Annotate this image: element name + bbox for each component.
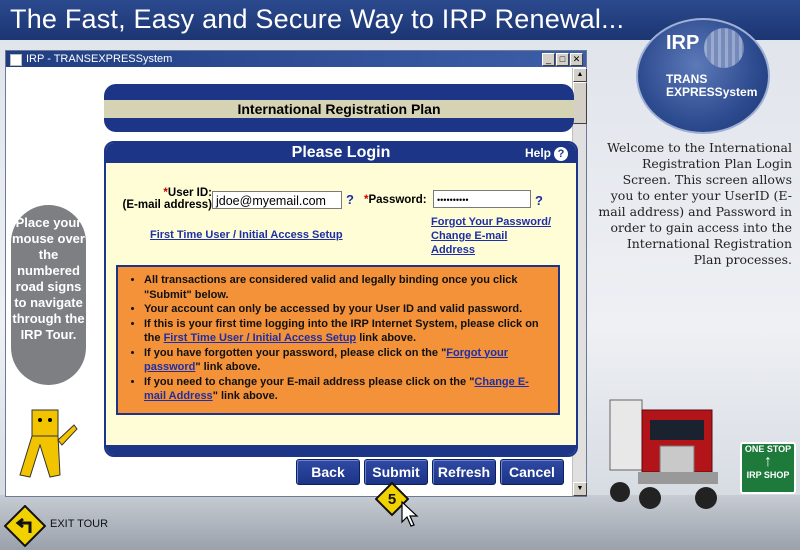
scroll-down-arrow-icon[interactable]: ▼ bbox=[573, 482, 587, 496]
onestop-line2: IRP SHOP bbox=[746, 470, 790, 480]
notice-list bbox=[130, 273, 548, 404]
onestop-line1: ONE STOP bbox=[744, 444, 792, 454]
logo-line2: EXPRESSystem bbox=[666, 85, 758, 99]
notice-item: • All transactions are considered valid and legally binding once you click "Submit" below. bbox=[144, 273, 548, 302]
login-title: Please Login bbox=[291, 144, 391, 161]
userid-sublabel: (E-mail address) bbox=[122, 199, 212, 211]
back-button[interactable]: Back bbox=[296, 459, 360, 485]
maximize-button[interactable]: □ bbox=[556, 53, 569, 66]
password-help-icon[interactable]: ? bbox=[535, 193, 543, 208]
exit-tour-label[interactable]: EXIT TOUR bbox=[50, 518, 109, 530]
userid-label: *User ID: (E-mail address) bbox=[122, 187, 212, 211]
exit-tour-sign-icon[interactable] bbox=[4, 505, 46, 547]
logo-irp-text: IRP bbox=[666, 32, 700, 54]
userid-input[interactable]: jdoe@myemail.com bbox=[212, 191, 342, 209]
notice-item: • If you have forgotten your password, please click on the "Forgot your password" link above. bbox=[144, 346, 548, 375]
truck-icon bbox=[590, 380, 740, 520]
help-button[interactable] bbox=[525, 144, 568, 162]
browser-window bbox=[5, 50, 587, 497]
mouse-cursor-icon bbox=[400, 500, 420, 528]
tour-speech-bubble bbox=[11, 205, 86, 385]
minimize-button[interactable]: _ bbox=[542, 53, 555, 66]
password-label: *Password: bbox=[364, 194, 427, 206]
one-stop-sign bbox=[740, 442, 796, 494]
notice-item: • If you need to change your E-mail address please click on the "Change E-mail Address" link above. bbox=[144, 375, 548, 404]
tour-step-number: 5 bbox=[387, 491, 397, 508]
tour-instructions: Place your mouse over the numbered road signs to navigate through the IRP Tour. bbox=[12, 215, 85, 342]
password-input[interactable]: •••••••••• bbox=[433, 190, 531, 208]
banner-title: The Fast, Easy and Secure Way to IRP Renewal... bbox=[10, 4, 625, 34]
login-panel bbox=[104, 141, 578, 457]
up-arrow-icon: ↑ bbox=[764, 453, 772, 470]
required-mark: * bbox=[163, 187, 168, 199]
submit-button[interactable]: Submit bbox=[364, 459, 428, 485]
globe-icon bbox=[704, 28, 744, 68]
welcome-description: Welcome to the International Registration Plan Login Screen. This screen allows you to enter your UserID (E-mail address) and Password in order to gain access into the International Registration Plan processes. bbox=[598, 140, 792, 267]
window-title: IRP - TRANSEXPRESSystem bbox=[26, 53, 173, 65]
cancel-button[interactable]: Cancel bbox=[500, 459, 564, 485]
first-time-inline-link[interactable]: First Time User / Initial Access Setup bbox=[163, 332, 357, 344]
forgot-password-inline-link[interactable]: Forgot your password bbox=[144, 346, 508, 373]
window-titlebar bbox=[6, 51, 586, 67]
userid-help-icon[interactable]: ? bbox=[346, 192, 354, 207]
logo-line1: TRANS bbox=[666, 72, 708, 86]
scroll-up-arrow-icon[interactable]: ▲ bbox=[573, 68, 587, 82]
notice-item: • If this is your first time logging into the IRP Internet System, please click on the First Time User / Initial Access Setup link above. bbox=[144, 317, 548, 346]
first-time-user-link[interactable]: First Time User / Initial Access Setup bbox=[150, 229, 343, 241]
window-controls bbox=[542, 53, 583, 66]
forgot-password-link[interactable]: Forgot Your Password/ Change E-mail Address bbox=[431, 216, 551, 256]
close-button[interactable]: ✕ bbox=[570, 53, 583, 66]
notice-item: • Your account can only be accessed by your User ID and valid password. bbox=[144, 302, 548, 317]
notice-box bbox=[116, 265, 560, 415]
change-email-inline-link[interactable]: Change E-mail Address bbox=[144, 375, 529, 402]
refresh-button[interactable]: Refresh bbox=[432, 459, 496, 485]
help-label: Help bbox=[524, 146, 551, 160]
app-icon bbox=[10, 54, 22, 66]
page-title: International Registration Plan bbox=[104, 100, 574, 118]
panel-footer-bar bbox=[106, 445, 576, 455]
irp-logo bbox=[636, 18, 770, 134]
login-header bbox=[106, 143, 576, 163]
help-icon: ? bbox=[554, 147, 568, 161]
mascot-icon bbox=[10, 405, 80, 495]
scroll-thumb[interactable] bbox=[573, 82, 587, 124]
header-ribbon bbox=[104, 84, 574, 132]
